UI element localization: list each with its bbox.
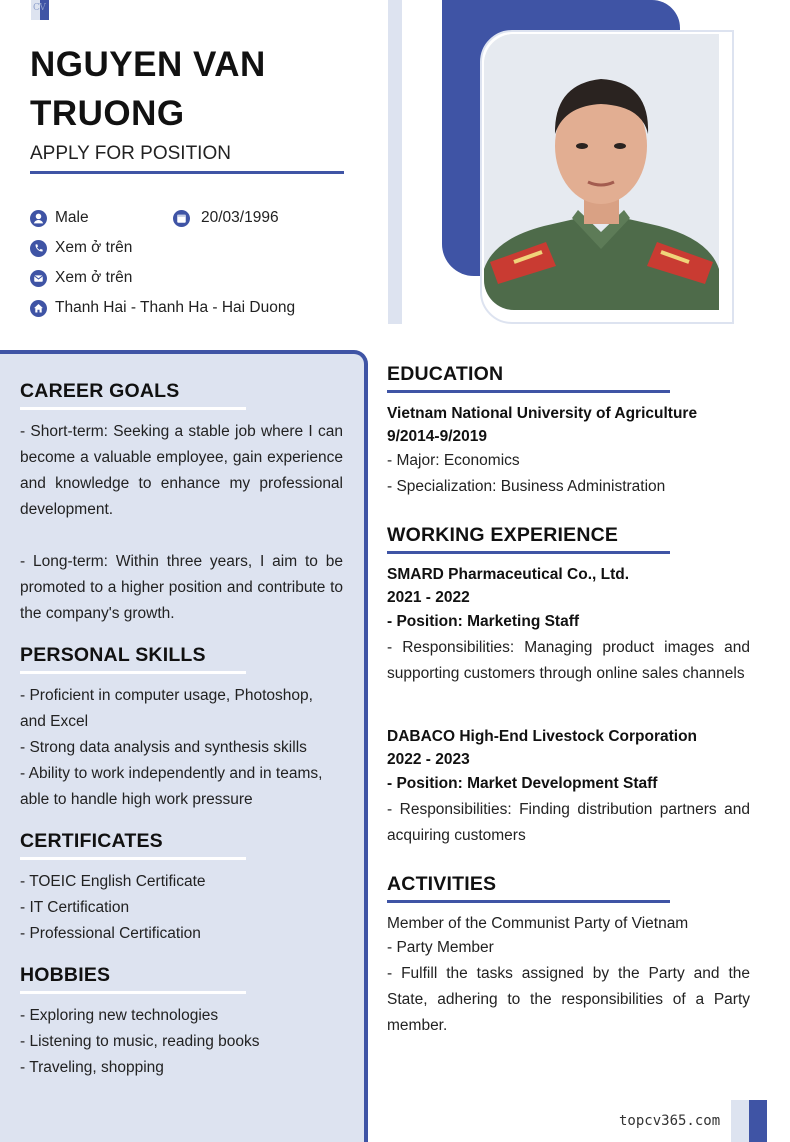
- certificate-item: - Professional Certification: [20, 925, 201, 942]
- email-value: Xem ở trên: [55, 269, 133, 286]
- experience-title: WORKING EXPERIENCE: [387, 524, 619, 546]
- hobbies-underline: [20, 991, 246, 994]
- email-row: [30, 269, 132, 287]
- certificate-item: - IT Certification: [20, 899, 130, 916]
- user-icon: [30, 210, 47, 227]
- home-icon: [30, 300, 47, 317]
- experience-underline: [387, 551, 670, 554]
- education-title: EDUCATION: [387, 363, 504, 385]
- position-underline: [30, 171, 344, 174]
- job-company: DABACO High-End Livestock Corporation: [387, 728, 698, 745]
- education-specialization: - Specialization: Business Administration: [387, 478, 666, 495]
- address-value: Thanh Hai - Thanh Ha - Hai Duong: [55, 299, 296, 316]
- education-period: 9/2014-9/2019: [387, 428, 487, 445]
- skills-title: PERSONAL SKILLS: [20, 644, 206, 666]
- candidate-name: NGUYEN VAN TRUONG: [30, 45, 266, 133]
- phone-row: [30, 239, 132, 257]
- skills-underline: [20, 671, 246, 674]
- profile-photo: [484, 34, 719, 310]
- hobbies-title: HOBBIES: [20, 964, 111, 986]
- logo: [31, 0, 49, 20]
- skill-item: - Proficient in computer usage, Photoshop, and Excel: [20, 687, 313, 730]
- activities-underline: [387, 900, 670, 903]
- activity-detail: - Fulfill the tasks assigned by the Party and the State, adhering to the responsibilities of a Party member.: [387, 965, 750, 1034]
- certificates-title: CERTIFICATES: [20, 830, 163, 852]
- certificate-item: - TOEIC English Certificate: [20, 873, 206, 890]
- skill-item: - Strong data analysis and synthesis skills: [20, 739, 307, 756]
- career-goals-underline: [20, 407, 246, 410]
- phone-icon: [30, 240, 47, 257]
- job-period: 2021 - 2022: [387, 589, 470, 606]
- footer-site: topcv365.com: [619, 1113, 721, 1129]
- hobby-item: - Exploring new technologies: [20, 1007, 219, 1024]
- school-name: Vietnam National University of Agriculture: [387, 405, 698, 422]
- person-portrait-icon: [484, 34, 719, 310]
- job-period: 2022 - 2023: [387, 751, 470, 768]
- address-row: [30, 299, 295, 317]
- hobby-item: - Listening to music, reading books: [20, 1033, 260, 1050]
- career-long-term: - Long-term: Within three years, I aim to be promoted to a higher position and contribute to the company's growth.: [20, 553, 343, 622]
- divider-bar: [388, 0, 402, 324]
- skill-item: - Ability to work independently and in teams, able to handle high work pressure: [20, 765, 323, 808]
- career-goals-title: CAREER GOALS: [20, 380, 180, 402]
- career-short-term: - Short-term: Seeking a stable job where I can become a valuable employee, gain experience and knowledge to enhance my professional development.: [20, 423, 343, 518]
- position-title: APPLY FOR POSITION: [30, 143, 231, 164]
- calendar-icon: [173, 210, 190, 227]
- footer-decoration: [731, 1100, 749, 1142]
- activity-org: Member of the Communist Party of Vietnam: [387, 915, 689, 932]
- job-responsibilities: - Responsibilities: Finding distribution partners and acquiring customers: [387, 801, 750, 844]
- education-underline: [387, 390, 670, 393]
- mail-icon: [30, 270, 47, 287]
- activity-role: - Party Member: [387, 939, 494, 956]
- gender-row: [30, 209, 89, 227]
- job-position: - Position: Market Development Staff: [387, 775, 658, 792]
- birthdate-row: [173, 209, 279, 227]
- certificates-underline: [20, 857, 246, 860]
- gender-value: Male: [55, 209, 89, 226]
- logo-text: CV: [33, 3, 46, 13]
- hobby-item: - Traveling, shopping: [20, 1059, 164, 1076]
- education-major: - Major: Economics: [387, 452, 520, 469]
- footer-decoration: [749, 1100, 767, 1142]
- birthdate-value: 20/03/1996: [201, 209, 279, 226]
- phone-value: Xem ở trên: [55, 239, 133, 256]
- job-position: - Position: Marketing Staff: [387, 613, 580, 630]
- job-responsibilities: - Responsibilities: Managing product images and supporting customers through online sales channels: [387, 639, 750, 682]
- activities-title: ACTIVITIES: [387, 873, 497, 895]
- job-company: SMARD Pharmaceutical Co., Ltd.: [387, 566, 630, 583]
